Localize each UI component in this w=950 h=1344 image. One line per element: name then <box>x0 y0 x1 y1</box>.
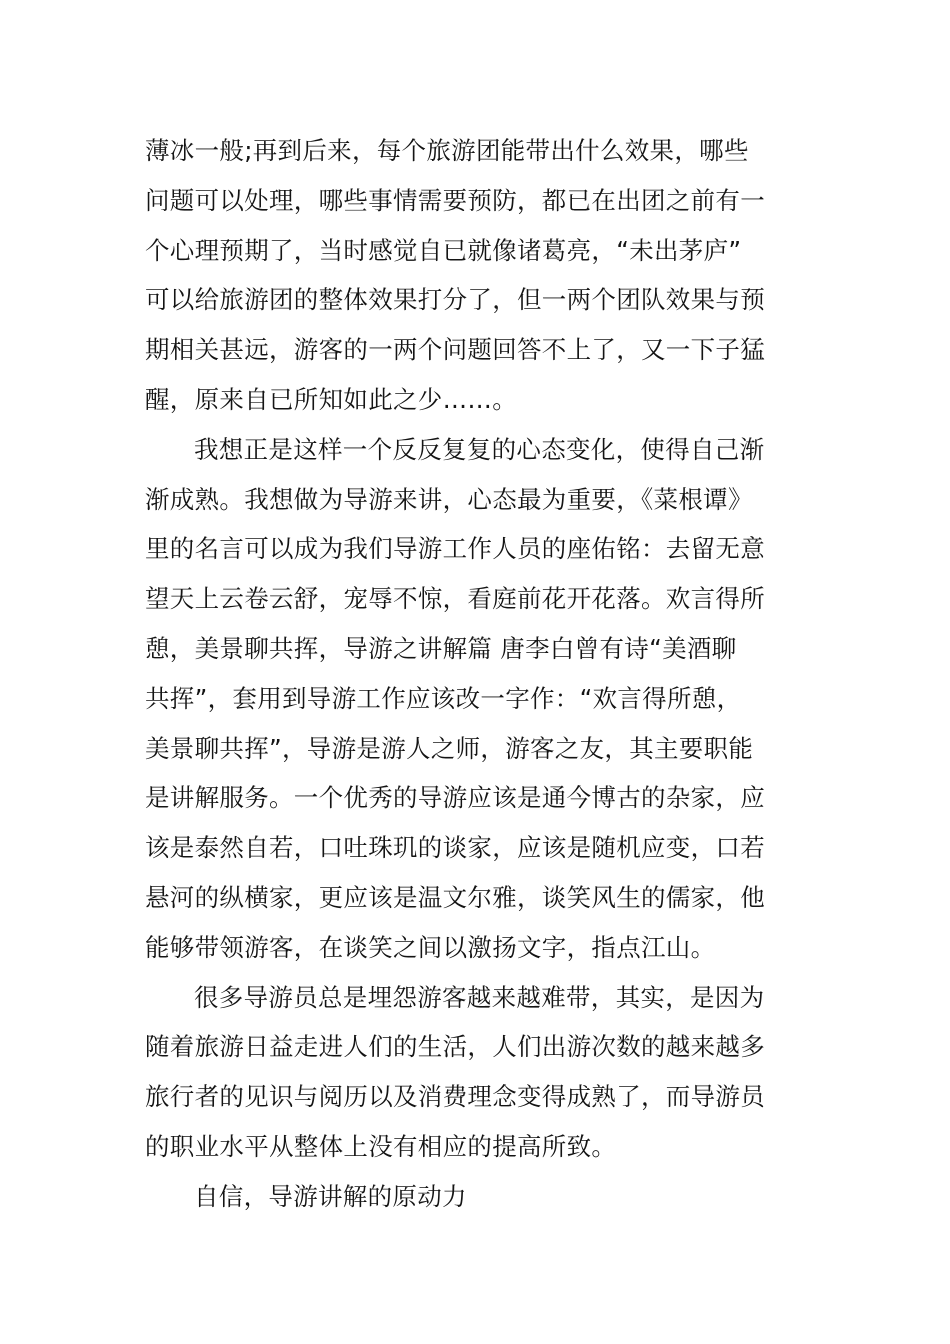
body-text <box>145 126 805 1222</box>
text-line: 问题可以处理，哪些事情需要预防，都已在出团之前有一 <box>145 185 765 215</box>
text-line: 里的名言可以成为我们导游工作人员的座佑铭：去留无意 <box>145 534 765 564</box>
text-line: 悬河的纵横家，更应该是温文尔雅，谈笑风生的儒家，他 <box>145 882 765 912</box>
text-line: 能够带领游客，在谈笑之间以激扬文字，指点江山。 <box>145 932 716 962</box>
text-line: 期相关甚远，游客的一两个问题回答不上了，又一下子猛 <box>145 335 765 365</box>
text-line: 的职业水平从整体上没有相应的提高所致。 <box>145 1131 617 1161</box>
text-line: 可以给旅游团的整体效果打分了，但一两个团队效果与预 <box>145 285 765 315</box>
text-line: 薄冰一般;再到后来，每个旅游团能带出什么效果，哪些 <box>145 136 749 165</box>
text-line: 美景聊共挥”，导游是游人之师，游客之友，其主要职能 <box>145 733 754 763</box>
text-line: 自信，导游讲解的原动力 <box>194 1181 467 1211</box>
text-line: 憩，美景聊共挥，导游之讲解篇 唐李白曾有诗“美酒聊 <box>145 633 737 663</box>
text-line: 我想正是这样一个反反复复的心态变化，使得自己渐 <box>194 434 765 464</box>
text-line: 望天上云卷云舒，宠辱不惊，看庭前花开花落。欢言得所 <box>145 584 765 614</box>
text-line: 渐成熟。我想做为导游来讲，心态最为重要，《菜根谭》 <box>145 484 753 514</box>
text-line: 该是泰然自若，口吐珠玑的谈家，应该是随机应变，口若 <box>145 833 765 863</box>
text-line: 很多导游员总是埋怨游客越来越难带，其实，是因为 <box>194 982 765 1012</box>
text-line: 个心理预期了，当时感觉自已就像诸葛亮，“未出茅庐” <box>145 235 742 265</box>
text-line: 旅行者的见识与阅历以及消费理念变得成熟了，而导游员 <box>145 1082 765 1112</box>
text-line: 是讲解服务。一个优秀的导游应该是通今博古的杂家，应 <box>145 783 765 813</box>
text-line: 随着旅游日益走进人们的生活，人们出游次数的越来越多 <box>145 1032 765 1062</box>
text-line: 共挥”，套用到导游工作应该改一字作：“欢言得所憩， <box>145 683 742 713</box>
text-line: 醒，原来自已所知如此之少……。 <box>145 384 517 414</box>
